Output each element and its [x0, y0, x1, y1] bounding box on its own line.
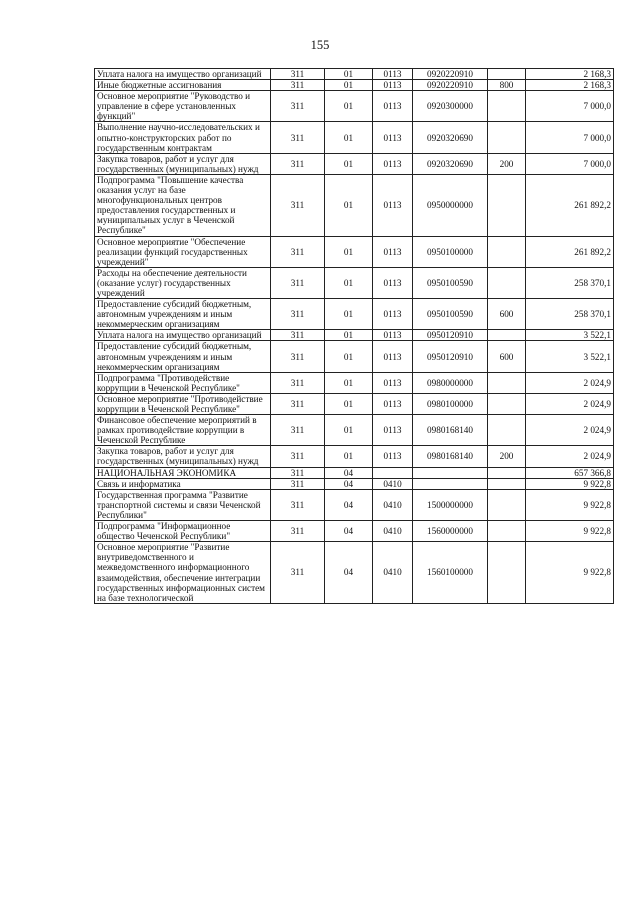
subsection-code-cell: 0113 — [373, 80, 413, 91]
target-article-cell: 1560100000 — [413, 542, 488, 604]
table-row — [95, 446, 614, 467]
expense-name-cell: Уплата налога на имущество организаций — [95, 330, 271, 341]
section-code-cell: 01 — [325, 330, 373, 341]
subsection-code-cell: 0113 — [373, 372, 413, 393]
expense-name-cell: Связь и информатика — [95, 478, 271, 489]
expense-name-cell: Основное мероприятие "Руководство и управление в сфере установленных функций" — [95, 91, 271, 122]
table-row — [95, 236, 614, 267]
amount-cell: 261 892,2 — [526, 174, 614, 236]
amount-cell: 258 370,1 — [526, 267, 614, 298]
target-article-cell — [413, 478, 488, 489]
budget-table-body — [95, 69, 614, 604]
amount-cell: 2 024,9 — [526, 393, 614, 414]
expense-name-cell: Государственная программа "Развитие транспортной системы и связи Чеченской Республики" — [95, 489, 271, 520]
expense-name-cell: Финансовое обеспечение мероприятий в рамках противодействие коррупции в Чеченской Республике — [95, 415, 271, 446]
table-row — [95, 393, 614, 414]
expense-type-cell — [488, 393, 526, 414]
expense-type-cell: 200 — [488, 153, 526, 174]
subsection-code-cell: 0113 — [373, 341, 413, 372]
expense-name-cell: Подпрограмма "Информационное общество Чеченской Республики" — [95, 521, 271, 542]
department-code-cell: 311 — [271, 341, 325, 372]
amount-cell: 2 168,3 — [526, 80, 614, 91]
department-code-cell: 311 — [271, 267, 325, 298]
subsection-code-cell: 0410 — [373, 478, 413, 489]
subsection-code-cell: 0113 — [373, 122, 413, 153]
section-code-cell: 04 — [325, 478, 373, 489]
table-row — [95, 489, 614, 520]
section-code-cell: 04 — [325, 489, 373, 520]
expense-type-cell — [488, 236, 526, 267]
table-row — [95, 372, 614, 393]
expense-type-cell — [488, 372, 526, 393]
target-article-cell: 0950100590 — [413, 299, 488, 330]
expense-name-cell: Подпрограмма "Противодействие коррупции в Чеченской Республике" — [95, 372, 271, 393]
amount-cell: 3 522,1 — [526, 341, 614, 372]
department-code-cell: 311 — [271, 478, 325, 489]
subsection-code-cell: 0113 — [373, 330, 413, 341]
table-row — [95, 415, 614, 446]
subsection-code-cell: 0410 — [373, 542, 413, 604]
department-code-cell: 311 — [271, 91, 325, 122]
expense-name-cell: Основное мероприятие "Развитие внутриведомственного и межведомственного информационного взаимодействия, обеспечение интеграции государственных информационных систем на базе технологической — [95, 542, 271, 604]
target-article-cell: 0980100000 — [413, 393, 488, 414]
table-row — [95, 467, 614, 478]
target-article-cell: 0920320690 — [413, 122, 488, 153]
department-code-cell: 311 — [271, 467, 325, 478]
expense-name-cell: Уплата налога на имущество организаций — [95, 69, 271, 80]
subsection-code-cell: 0113 — [373, 299, 413, 330]
department-code-cell: 311 — [271, 69, 325, 80]
department-code-cell: 311 — [271, 174, 325, 236]
amount-cell: 7 000,0 — [526, 122, 614, 153]
section-code-cell: 01 — [325, 153, 373, 174]
expense-name-cell: Иные бюджетные ассигнования — [95, 80, 271, 91]
target-article-cell: 1500000000 — [413, 489, 488, 520]
amount-cell: 9 922,8 — [526, 478, 614, 489]
target-article-cell: 0980168140 — [413, 415, 488, 446]
expense-type-cell: 600 — [488, 299, 526, 330]
subsection-code-cell: 0410 — [373, 521, 413, 542]
expense-type-cell — [488, 542, 526, 604]
department-code-cell: 311 — [271, 299, 325, 330]
expense-type-cell: 800 — [488, 80, 526, 91]
table-row — [95, 542, 614, 604]
department-code-cell: 311 — [271, 446, 325, 467]
table-row — [95, 80, 614, 91]
expense-name-cell: НАЦИОНАЛЬНАЯ ЭКОНОМИКА — [95, 467, 271, 478]
amount-cell: 9 922,8 — [526, 521, 614, 542]
section-code-cell: 01 — [325, 236, 373, 267]
section-code-cell: 01 — [325, 69, 373, 80]
subsection-code-cell: 0113 — [373, 174, 413, 236]
target-article-cell: 1560000000 — [413, 521, 488, 542]
expense-type-cell — [488, 330, 526, 341]
section-code-cell: 01 — [325, 122, 373, 153]
expense-name-cell: Предоставление субсидий бюджетным, автономным учреждениям и иным некоммерческим организациям — [95, 341, 271, 372]
target-article-cell: 0950120910 — [413, 330, 488, 341]
target-article-cell: 0950100590 — [413, 267, 488, 298]
department-code-cell: 311 — [271, 542, 325, 604]
expense-type-cell — [488, 521, 526, 542]
section-code-cell: 01 — [325, 299, 373, 330]
target-article-cell: 0920220910 — [413, 69, 488, 80]
amount-cell: 7 000,0 — [526, 153, 614, 174]
subsection-code-cell: 0113 — [373, 393, 413, 414]
department-code-cell: 311 — [271, 330, 325, 341]
expense-type-cell: 200 — [488, 446, 526, 467]
expense-type-cell — [488, 122, 526, 153]
section-code-cell: 01 — [325, 174, 373, 236]
expense-type-cell — [488, 415, 526, 446]
expense-name-cell: Закупка товаров, работ и услуг для государственных (муниципальных) нужд — [95, 153, 271, 174]
table-row — [95, 91, 614, 122]
expense-type-cell — [488, 91, 526, 122]
expense-type-cell — [488, 174, 526, 236]
amount-cell: 258 370,1 — [526, 299, 614, 330]
section-code-cell: 04 — [325, 542, 373, 604]
subsection-code-cell: 0113 — [373, 153, 413, 174]
amount-cell: 261 892,2 — [526, 236, 614, 267]
table-row — [95, 174, 614, 236]
section-code-cell: 01 — [325, 415, 373, 446]
section-code-cell: 01 — [325, 91, 373, 122]
subsection-code-cell: 0410 — [373, 489, 413, 520]
expense-type-cell — [488, 467, 526, 478]
amount-cell: 2 024,9 — [526, 415, 614, 446]
section-code-cell: 04 — [325, 521, 373, 542]
amount-cell: 2 168,3 — [526, 69, 614, 80]
section-code-cell: 01 — [325, 393, 373, 414]
department-code-cell: 311 — [271, 153, 325, 174]
expense-type-cell: 600 — [488, 341, 526, 372]
expense-name-cell: Основное мероприятие "Обеспечение реализации функций государственных учреждений" — [95, 236, 271, 267]
expense-name-cell: Расходы на обеспечение деятельности (оказание услуг) государственных учреждений — [95, 267, 271, 298]
table-row — [95, 341, 614, 372]
amount-cell: 2 024,9 — [526, 446, 614, 467]
expense-name-cell: Закупка товаров, работ и услуг для государственных (муниципальных) нужд — [95, 446, 271, 467]
amount-cell: 2 024,9 — [526, 372, 614, 393]
target-article-cell: 0980168140 — [413, 446, 488, 467]
table-row — [95, 153, 614, 174]
table-row — [95, 267, 614, 298]
target-article-cell: 0950100000 — [413, 236, 488, 267]
expense-name-cell: Предоставление субсидий бюджетным, автономным учреждениям и иным некоммерческим организациям — [95, 299, 271, 330]
department-code-cell: 311 — [271, 521, 325, 542]
expense-name-cell: Основное мероприятие "Противодействие коррупции в Чеченской Республике" — [95, 393, 271, 414]
amount-cell: 7 000,0 — [526, 91, 614, 122]
target-article-cell: 0920300000 — [413, 91, 488, 122]
table-row — [95, 122, 614, 153]
expense-type-cell — [488, 69, 526, 80]
table-row — [95, 69, 614, 80]
section-code-cell: 01 — [325, 267, 373, 298]
department-code-cell: 311 — [271, 80, 325, 91]
table-row — [95, 299, 614, 330]
department-code-cell: 311 — [271, 415, 325, 446]
subsection-code-cell — [373, 467, 413, 478]
target-article-cell: 0920220910 — [413, 80, 488, 91]
expense-name-cell: Подпрограмма "Повышение качества оказания услуг на базе многофункциональных центров предоставления государственных и муниципальных услуг в Чеченской Республике" — [95, 174, 271, 236]
budget-table — [94, 68, 614, 604]
department-code-cell: 311 — [271, 236, 325, 267]
department-code-cell: 311 — [271, 489, 325, 520]
target-article-cell — [413, 467, 488, 478]
expense-type-cell — [488, 489, 526, 520]
table-row — [95, 330, 614, 341]
amount-cell: 657 366,8 — [526, 467, 614, 478]
section-code-cell: 01 — [325, 80, 373, 91]
page-number: 155 — [310, 38, 330, 52]
amount-cell: 3 522,1 — [526, 330, 614, 341]
expense-type-cell — [488, 267, 526, 298]
table-row — [95, 478, 614, 489]
expense-type-cell — [488, 478, 526, 489]
subsection-code-cell: 0113 — [373, 91, 413, 122]
target-article-cell: 0980000000 — [413, 372, 488, 393]
subsection-code-cell: 0113 — [373, 69, 413, 80]
expense-name-cell: Выполнение научно-исследовательских и опытно-конструкторских работ по государственным контрактам — [95, 122, 271, 153]
section-code-cell: 01 — [325, 372, 373, 393]
subsection-code-cell: 0113 — [373, 236, 413, 267]
target-article-cell: 0950120910 — [413, 341, 488, 372]
subsection-code-cell: 0113 — [373, 267, 413, 298]
section-code-cell: 01 — [325, 446, 373, 467]
subsection-code-cell: 0113 — [373, 415, 413, 446]
department-code-cell: 311 — [271, 393, 325, 414]
target-article-cell: 0920320690 — [413, 153, 488, 174]
section-code-cell: 01 — [325, 341, 373, 372]
department-code-cell: 311 — [271, 122, 325, 153]
section-code-cell: 04 — [325, 467, 373, 478]
table-row — [95, 521, 614, 542]
target-article-cell: 0950000000 — [413, 174, 488, 236]
subsection-code-cell: 0113 — [373, 446, 413, 467]
department-code-cell: 311 — [271, 372, 325, 393]
amount-cell: 9 922,8 — [526, 489, 614, 520]
amount-cell: 9 922,8 — [526, 542, 614, 604]
